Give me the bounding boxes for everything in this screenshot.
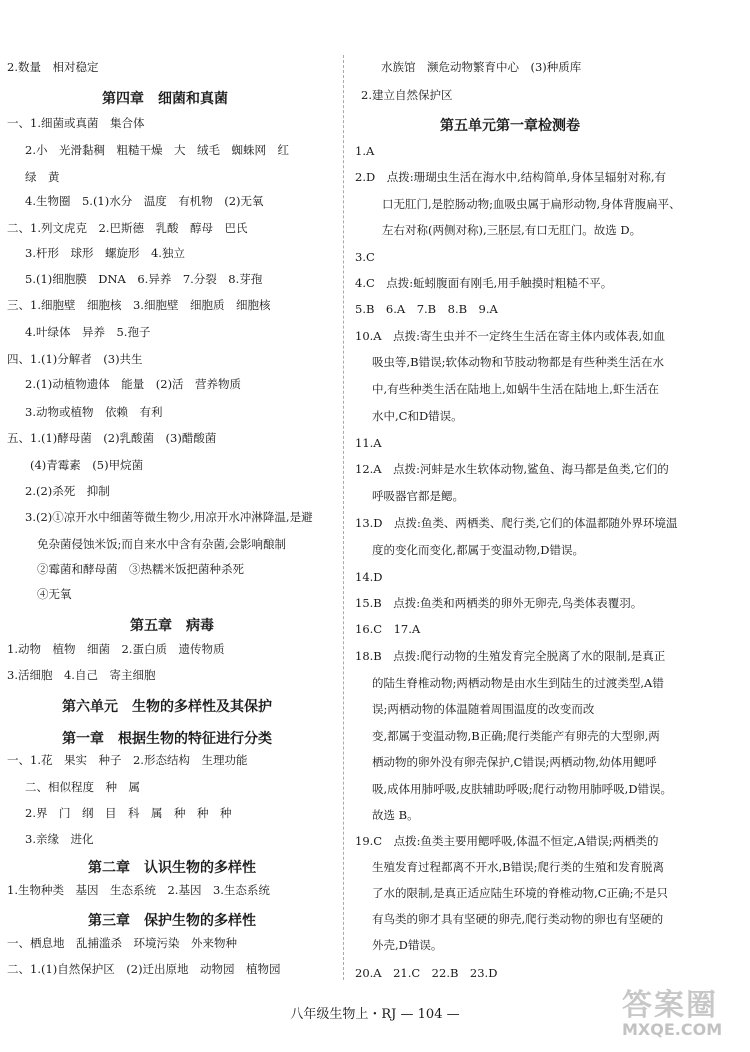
chapter-heading: 第一章 根据生物的特征进行分类 [62, 731, 272, 747]
answer-line: 二、相似程度 种 属 [25, 780, 140, 794]
answer-line: 4.叶绿体 异养 5.孢子 [25, 325, 151, 339]
answer-line: 中,有些种类生活在陆地上,如蜗牛生活在陆地上,虾生活在 [372, 382, 659, 396]
test-heading: 第五单元第一章检测卷 [440, 118, 580, 134]
answer-line: 11.A [355, 436, 382, 450]
answer-line: 2.建立自然保护区 [361, 88, 453, 102]
answer-line: 14.D [355, 570, 383, 584]
answer-line: 五、1.(1)酵母菌 (2)乳酸菌 (3)醋酸菌 [7, 431, 217, 445]
answer-line: 1.生物种类 基因 生态系统 2.基因 3.生态系统 [7, 883, 270, 897]
answer-line: 生殖发育过程都离不开水,B错误;爬行类的生殖和发育脱离 [372, 860, 664, 874]
answer-line: 有鸟类的卵才具有坚硬的卵壳,爬行类动物的卵也有坚硬的 [372, 912, 664, 926]
answer-line: 一、栖息地 乱捕滥杀 环境污染 外来物种 [7, 936, 237, 950]
answer-line: 口无肛门,是腔肠动物;血吸虫属于扁形动物,身体背腹扁平、 [382, 197, 681, 211]
answer-line: 13.D 点拨:鱼类、两栖类、爬行类,它们的体温都随外界环境温 [355, 516, 678, 530]
chapter-heading: 第五章 病毒 [130, 618, 214, 634]
answer-line: 左右对称(两侧对称),三胚层,有口无肛门。故选 D。 [382, 223, 642, 237]
chapter-heading: 第二章 认识生物的多样性 [88, 860, 256, 876]
answer-line: 二、1.列文虎克 2.巴斯德 乳酸 醇母 巴氏 [7, 221, 248, 235]
answer-line: 绿 黄 [25, 170, 60, 184]
answer-line: 2.小 光滑黏稠 粗糙干燥 大 绒毛 蜘蛛网 红 [25, 143, 289, 157]
answer-line: 3.(2)①凉开水中细菌等微生物少,用凉开水冲淋降温,是避 [25, 510, 313, 524]
answer-line: 水中,C和D错误。 [372, 409, 463, 423]
answer-line: 3.C [355, 250, 375, 264]
chapter-heading: 第四章 细菌和真菌 [102, 91, 228, 107]
answer-line: 2.界 门 纲 目 科 属 种 种 种 [25, 806, 232, 820]
answer-line: 3.动物或植物 依赖 有利 [25, 405, 163, 419]
answer-line: 2.数量 相对稳定 [7, 60, 99, 74]
answer-line: 一、1.细菌或真菌 集合体 [7, 116, 145, 130]
answer-line: 2.(2)杀死 抑制 [25, 484, 110, 498]
answer-line: 的陆生脊椎动物;两栖动物是由水生到陆生的过渡类型,A错 [372, 676, 664, 690]
answer-line: 了水的限制,是真正适应陆生环境的脊椎动物,C正确;不是只 [372, 886, 668, 900]
answer-line: 误;两栖动物的体温随着周围温度的改变而改 [372, 702, 595, 716]
answer-line: 一、1.花 果实 种子 2.形态结构 生理功能 [7, 753, 248, 767]
answer-line: 呼吸器官都是鳃。 [372, 489, 464, 503]
answer-line: 水族馆 濒危动物繁育中心 (3)种质库 [381, 60, 582, 74]
answer-line: 18.B 点拨:爬行动物的生殖发育完全脱离了水的限制,是真正 [355, 649, 666, 663]
answer-line: 12.A 点拨:河蚌是水生软体动物,鲨鱼、海马都是鱼类,它们的 [355, 462, 669, 476]
answer-line: 三、1.细胞壁 细胞核 3.细胞壁 细胞质 细胞核 [7, 298, 271, 312]
answer-line: 变,都属于变温动物,B正确;爬行类能产有卵壳的大型卵,两 [372, 729, 660, 743]
answer-line: (4)青霉素 (5)甲烷菌 [30, 458, 144, 472]
answer-line: 栖动物的卵外没有卵壳保护,C错误;两栖动物,幼体用鳃呼 [372, 755, 657, 769]
answer-line: ④无氧 [37, 587, 72, 601]
answer-line: 2.(1)动植物遗体 能量 (2)活 营养物质 [25, 377, 242, 391]
answer-line: 3.活细胞 4.自己 寄主细胞 [7, 668, 156, 682]
answer-line: 度的变化而变化,都属于变温动物,D错误。 [372, 543, 585, 557]
answer-line: 4.生物圈 5.(1)水分 温度 有机物 (2)无氧 [25, 194, 264, 208]
answer-line: 10.A 点拨:寄生虫并不一定终生生活在寄主体内或体表,如血 [355, 329, 666, 343]
answer-line: 3.亲缘 进化 [25, 832, 94, 846]
answer-line: 2.D 点拨:珊瑚虫生活在海水中,结构简单,身体呈辐射对称,有 [355, 170, 667, 184]
answer-line: 1.A [355, 144, 375, 158]
page-footer: 八年级生物上・RJ — 104 — [290, 1007, 460, 1022]
answer-line: 20.A 21.C 22.B 23.D [355, 966, 498, 980]
answer-line: 15.B 点拨:鱼类和两栖类的卵外无卵壳,鸟类体表覆羽。 [355, 596, 643, 610]
answer-line: 19.C 点拨:鱼类主要用鳃呼吸,体温不恒定,A错误;两栖类的 [355, 834, 659, 848]
watermark-text: 答案圈 [622, 988, 718, 1023]
answer-line: 16.C 17.A [355, 622, 421, 636]
column-divider [343, 55, 344, 980]
answer-line: 1.动物 植物 细菌 2.蛋白质 遗传物质 [7, 642, 225, 656]
answer-line: 5.B 6.A 7.B 8.B 9.A [355, 302, 498, 316]
answer-line: 3.杆形 球形 螺旋形 4.独立 [25, 246, 185, 260]
chapter-heading: 第三章 保护生物的多样性 [88, 913, 256, 929]
answer-line: ②霉菌和酵母菌 ③热糯米饭把菌种杀死 [37, 562, 244, 576]
answer-line: 吸虫等,B错误;软体动物和节肢动物都是有些种类生活在水 [372, 355, 664, 369]
answer-line: 免杂菌侵蚀米饭;而自来水中含有杂菌,会影响酿制 [37, 537, 287, 551]
answer-line: 4.C 点拨:蚯蚓腹面有刚毛,用手触摸时粗糙不平。 [355, 276, 613, 290]
answer-line: 吸,成体用肺呼吸,皮肤辅助呼吸;爬行动物用肺呼吸,D错误。 [372, 782, 673, 796]
answer-line: 故选 B。 [372, 808, 419, 822]
answer-line: 外壳,D错误。 [372, 938, 443, 952]
watermark-url: MXQE.COM [622, 1020, 723, 1039]
watermark-logo [622, 980, 732, 1038]
answer-line: 5.(1)细胞膜 DNA 6.异养 7.分裂 8.芽孢 [25, 272, 263, 286]
answer-line: 四、1.(1)分解者 (3)共生 [7, 352, 143, 366]
unit-heading: 第六单元 生物的多样性及其保护 [62, 699, 272, 715]
answer-line: 二、1.(1)自然保护区 (2)迁出原地 动物园 植物园 [7, 962, 281, 976]
